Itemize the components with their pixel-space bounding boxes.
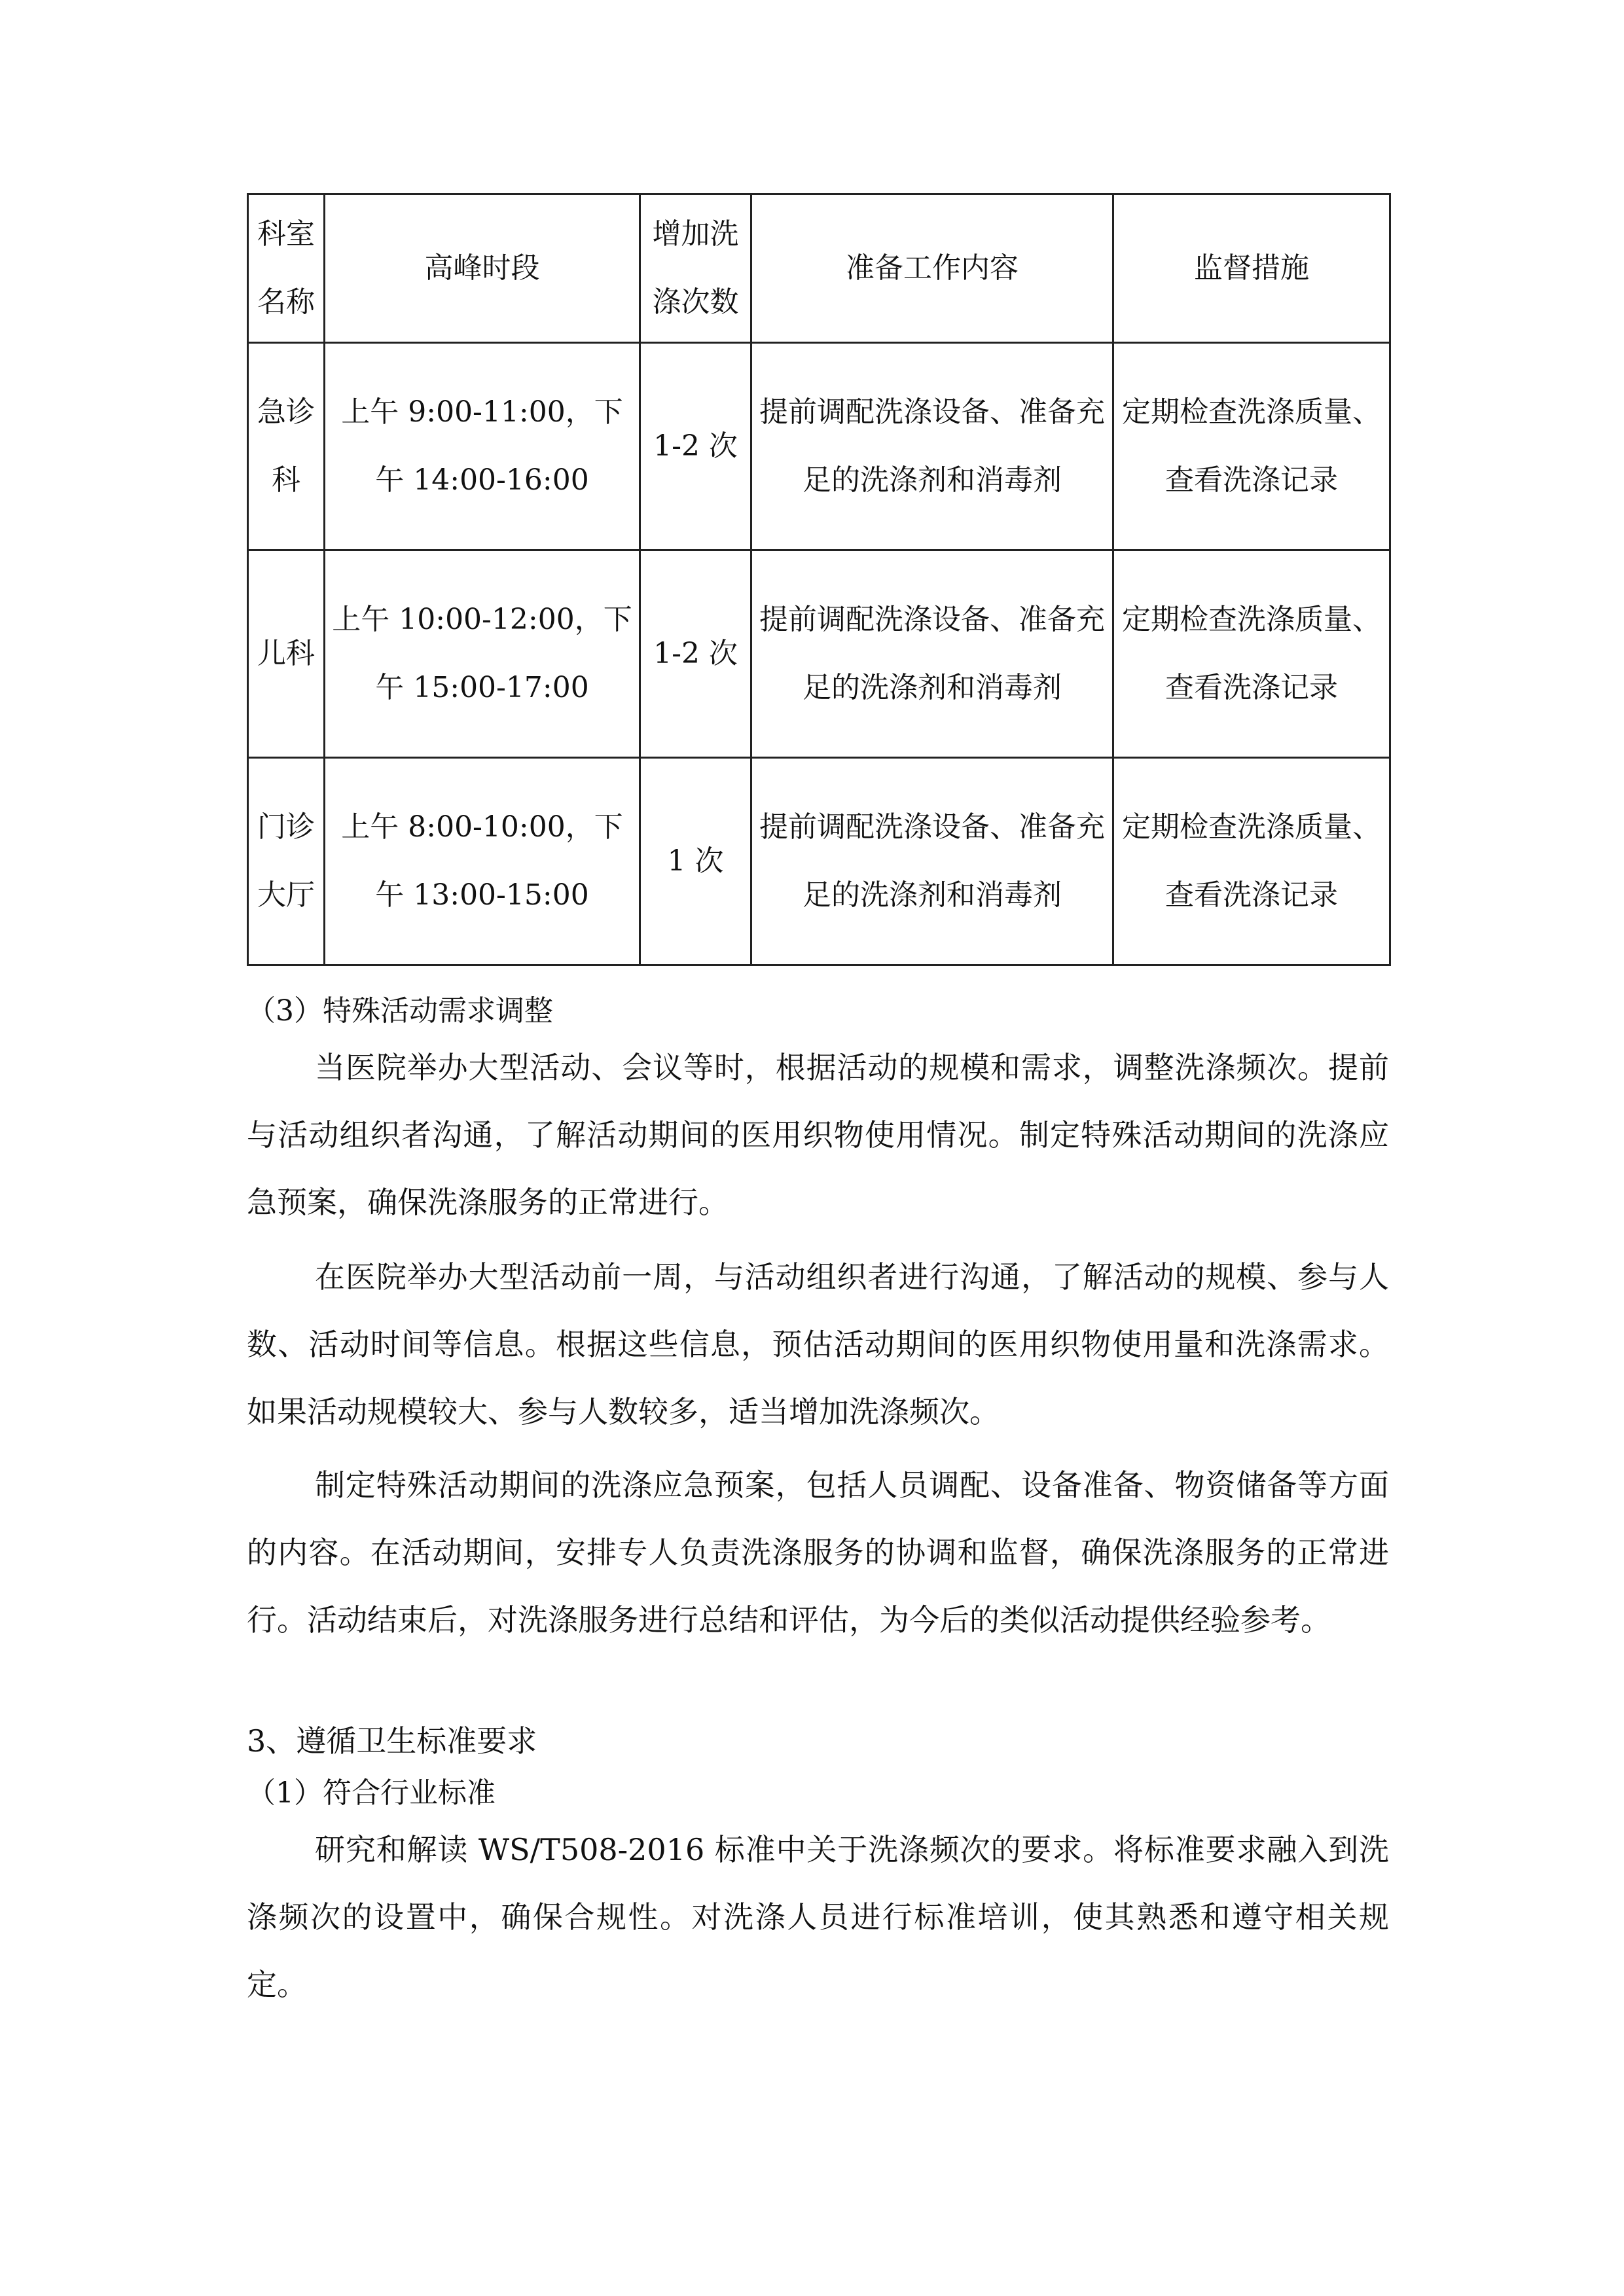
cell-department: 门诊大厅 [248, 758, 325, 965]
cell-supervision: 定期检查洗涤质量、查看洗涤记录 [1113, 343, 1390, 550]
table-header-row [248, 194, 1390, 343]
cell-department: 儿科 [248, 550, 325, 758]
cell-department: 急诊科 [248, 343, 325, 550]
cell-preparation: 提前调配洗涤设备、准备充足的洗涤剂和消毒剂 [751, 758, 1113, 965]
paragraph: 在医院举办大型活动前一周，与活动组织者进行沟通，了解活动的规模、参与人数、活动时间等信息。根据这些信息，预估活动期间的医用织物使用量和洗涤需求。如果活动规模较大、参与人数较多，适当增加洗涤频次。 [247, 1259, 1389, 1429]
cell-extra-washes: 1 次 [640, 758, 751, 965]
section-heading: 3、遵循卫生标准要求 [247, 1723, 537, 1759]
cell-peak-time: 上午 9:00-11:00，下午 14:00-16:00 [325, 343, 640, 550]
cell-extra-washes: 1-2 次 [640, 343, 751, 550]
header-cell-peak-time: 高峰时段 [325, 194, 640, 343]
paragraph: 当医院举办大型活动、会议等时，根据活动的规模和需求，调整洗涤频次。提前与活动组织者沟通，了解活动期间的医用织物使用情况。制定特殊活动期间的洗涤应急预案，确保洗涤服务的正常进行。 [247, 1050, 1389, 1220]
table-row [248, 758, 1390, 965]
header-cell-supervision: 监督措施 [1113, 194, 1390, 343]
cell-peak-time: 上午 10:00-12:00，下午 15:00-17:00 [325, 550, 640, 758]
laundry-schedule-table [247, 193, 1391, 966]
cell-peak-time: 上午 8:00-10:00，下午 13:00-15:00 [325, 758, 640, 965]
cell-preparation: 提前调配洗涤设备、准备充足的洗涤剂和消毒剂 [751, 343, 1113, 550]
cell-supervision: 定期检查洗涤质量、查看洗涤记录 [1113, 550, 1390, 758]
section-subtitle-special-events: （3）特殊活动需求调整 [247, 994, 553, 1028]
header-cell-extra-washes: 增加洗涤次数 [640, 194, 751, 343]
cell-extra-washes: 1-2 次 [640, 550, 751, 758]
header-cell-department: 科室名称 [248, 194, 325, 343]
paragraph: 制定特殊活动期间的洗涤应急预案，包括人员调配、设备准备、物资储备等方面的内容。在活动期间，安排专人负责洗涤服务的协调和监督，确保洗涤服务的正常进行。活动结束后，对洗涤服务进行总结和评估，为今后的类似活动提供经验参考。 [247, 1467, 1389, 1638]
cell-preparation: 提前调配洗涤设备、准备充足的洗涤剂和消毒剂 [751, 550, 1113, 758]
header-cell-preparation: 准备工作内容 [751, 194, 1113, 343]
section-subtitle-industry-standard: （1）符合行业标准 [247, 1776, 496, 1810]
table-row [248, 550, 1390, 758]
table-row [248, 343, 1390, 550]
paragraph: 研究和解读 WS/T508-2016 标准中关于洗涤频次的要求。将标准要求融入到洗涤频次的设置中，确保合规性。对洗涤人员进行标准培训，使其熟悉和遵守相关规定。 [247, 1832, 1389, 2002]
cell-supervision: 定期检查洗涤质量、查看洗涤记录 [1113, 758, 1390, 965]
